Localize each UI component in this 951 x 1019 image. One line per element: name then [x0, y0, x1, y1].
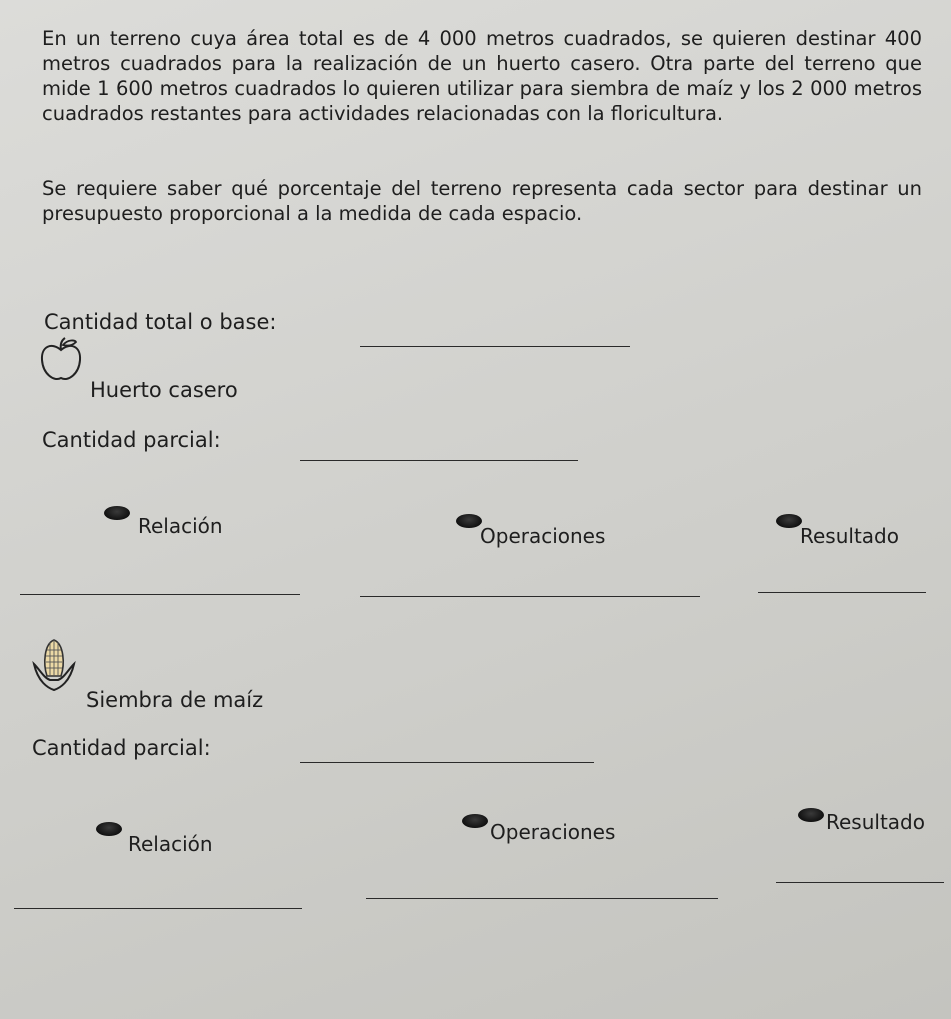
- problem-paragraph: En un terreno cuya área total es de 4 000 metros cuadrados, se quieren destinar 400 metros cuadrados para la realización de un huerto casero. Otra parte del terreno que mide 1 600 metros cuadrados lo quieren utilizar para siembra de maíz y los 2 000 metros cuadrados restantes para actividades relacionadas con la floricultura.: [42, 27, 922, 125]
- bullet-icon: [776, 514, 802, 528]
- maiz-parcial-label: Cantidad parcial:: [32, 736, 211, 760]
- maiz-resultado-line[interactable]: [776, 882, 944, 883]
- huerto-title: Huerto casero: [90, 378, 238, 402]
- bullet-icon: [456, 514, 482, 528]
- corn-icon: [30, 636, 78, 694]
- maiz-title: Siembra de maíz: [86, 688, 264, 712]
- bullet-icon: [96, 822, 122, 836]
- maiz-relacion-label: Relación: [128, 832, 213, 856]
- huerto-relacion-line[interactable]: [20, 594, 300, 595]
- huerto-operaciones-label: Operaciones: [480, 524, 606, 548]
- huerto-resultado-line[interactable]: [758, 592, 926, 593]
- apple-outline-icon: [38, 336, 84, 384]
- instruction-paragraph: Se requiere saber qué porcentaje del terreno representa cada sector para destinar un presupuesto proporcional a la medida de cada espacio.: [42, 177, 922, 225]
- huerto-operaciones-line[interactable]: [360, 596, 700, 597]
- huerto-resultado-label: Resultado: [800, 524, 899, 548]
- huerto-relacion-label: Relación: [138, 514, 223, 538]
- huerto-parcial-line[interactable]: [300, 460, 578, 461]
- maiz-operaciones-label: Operaciones: [490, 820, 616, 844]
- huerto-parcial-label: Cantidad parcial:: [42, 428, 221, 452]
- maiz-relacion-line[interactable]: [14, 908, 302, 909]
- base-answer-line[interactable]: [360, 346, 630, 347]
- bullet-icon: [462, 814, 488, 828]
- maiz-operaciones-line[interactable]: [366, 898, 718, 899]
- base-label: Cantidad total o base:: [44, 310, 277, 334]
- bullet-icon: [798, 808, 824, 822]
- maiz-resultado-label: Resultado: [826, 810, 925, 834]
- maiz-parcial-line[interactable]: [300, 762, 594, 763]
- bullet-icon: [104, 506, 130, 520]
